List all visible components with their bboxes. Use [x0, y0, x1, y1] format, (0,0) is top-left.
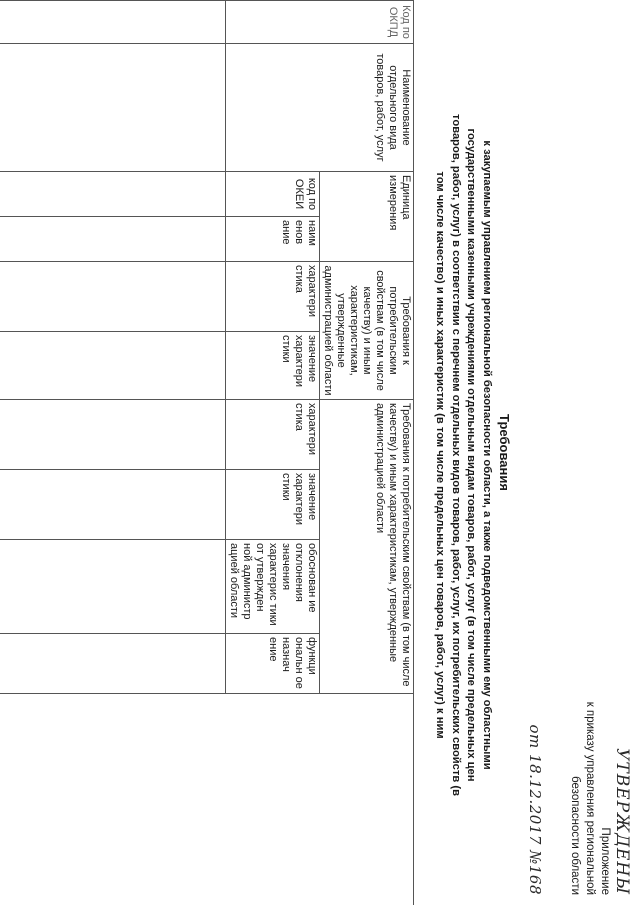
header-unit-code: код по ОКЕИ [226, 172, 320, 217]
appendix-line: безопасности области [569, 776, 581, 895]
appendix-line: к приказу управления региональной [584, 701, 596, 895]
table-cell [0, 470, 226, 540]
header-approved-characteristic: характери стика [226, 262, 320, 332]
header-approved-value: значение характери стики [226, 332, 320, 400]
header-unit-name: наим енов ание [226, 217, 320, 262]
subtitle-line: государственными казенными учреждениями отдельным видам товаров, работ, услуг (в том числе предельных цен [465, 128, 478, 782]
header-region-characteristic: характери стика [226, 400, 320, 470]
document-title: Требования [497, 414, 512, 491]
table-cell [0, 262, 226, 332]
order-date-handwritten: от 18.12.2017 №168 [526, 724, 544, 895]
header-region-justification: обоснован ие отклонения значения характерис тики от утвержден ной администр ацией области [226, 540, 320, 634]
appendix-line: Приложение [599, 827, 611, 895]
table-cell [0, 332, 226, 400]
header-requirements-approved: Требования к потребительским свойствам (в том числе качеству) и иным характеристикам, утвержденные администрацией области [320, 262, 414, 400]
approval-stamp: УТВЕРЖДЕНЫ [612, 748, 632, 895]
header-item-name: Наименование отдельного вида товаров, работ, услуг [226, 44, 414, 172]
table-right-margin-cell [0, 694, 414, 905]
table-cell [0, 634, 226, 694]
header-region-purpose: функци ональн ое назнач ение [226, 634, 320, 694]
header-region-value: значение характери стики [226, 470, 320, 540]
appendix-block [567, 600, 612, 895]
header-requirements-region: Требования к потребительским свойствам (в том числе качеству) и иным характеристикам, утвержденные администрацией области [320, 400, 414, 694]
table-cell [0, 172, 226, 217]
table-cell [0, 540, 226, 634]
table-cell [0, 44, 226, 172]
subtitle-line: товаров, работ, услуг) в соответствии с перечнем отдельных видов товаров, работ, услуг, их потребительских свойств (в [450, 114, 462, 796]
header-unit: Единица измерения [320, 172, 414, 262]
table-cell [0, 217, 226, 262]
header-okpd: Код по ОКПД [226, 1, 414, 44]
table-cell [0, 400, 226, 470]
subtitle-line: к закупаемым управлением региональной безопасности области, а также подведомственными ему областными [481, 140, 493, 770]
document-subtitle [432, 40, 494, 870]
subtitle-line: том числе качество) и иных характеристик (в том числе предельных цен товаров, работ, услуг) к ним [434, 171, 447, 739]
table-cell [0, 1, 226, 44]
